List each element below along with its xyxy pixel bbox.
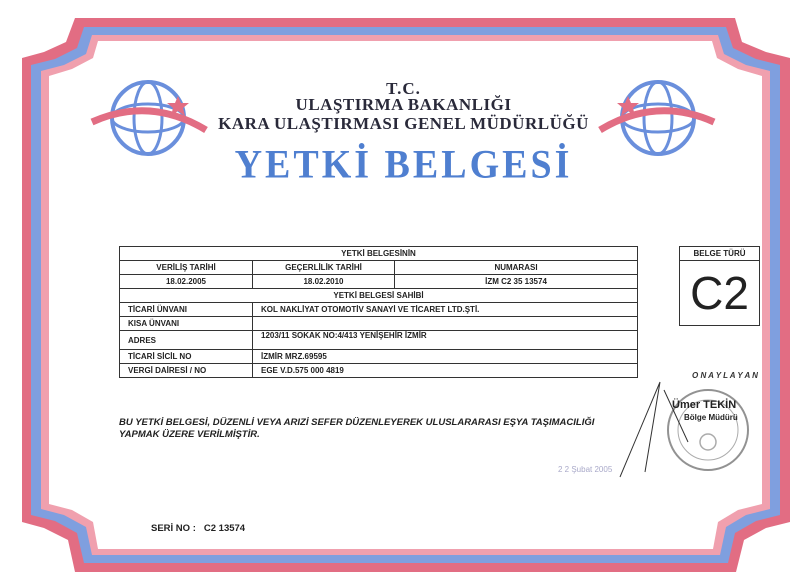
certificate-type-box [679, 246, 760, 326]
header-directorate: KARA ULAŞTIRMASI GENEL MÜDÜRLÜĞÜ [218, 114, 589, 133]
section-title-holder: YETKİ BELGESİ SAHİBİ [120, 289, 638, 303]
header-ministry: ULAŞTIRMA BAKANLIĞI [295, 95, 512, 114]
serial-value: C2 13574 [203, 523, 246, 534]
label-short-name: KISA ÜNVANI [120, 317, 253, 331]
header-tc: T.C. [386, 79, 421, 98]
table-row [120, 364, 638, 378]
table-row [120, 261, 638, 275]
table-row [120, 350, 638, 364]
value-short-name [253, 317, 638, 331]
approval-stamp [558, 362, 770, 482]
validity-date-value: 18.02.2010 [253, 275, 395, 289]
stamp-approval-text: O N A Y L A Y A N [692, 371, 758, 380]
certificate-type-value: C2 [690, 267, 749, 319]
stamp-date: 2 2 Şubat 2005 [558, 465, 613, 474]
col-header-issue-date: VERİLİŞ TARİHİ [120, 261, 253, 275]
stamp-signer-title: Bölge Müdürü [684, 413, 738, 422]
table-row [120, 303, 638, 317]
label-trade-registry: TİCARİ SİCİL NO [120, 350, 253, 364]
value-tax-office: EGE V.D.575 000 4819 [253, 364, 638, 378]
col-header-number: NUMARASI [395, 261, 638, 275]
table-row [120, 317, 638, 331]
table-row [120, 275, 638, 289]
table-row [120, 289, 638, 303]
label-trade-name: TİCARİ ÜNVANI [120, 303, 253, 317]
section-title-certificate: YETKİ BELGESİNİN [120, 247, 638, 261]
col-header-validity-date: GEÇERLİLİK TARİHİ [253, 261, 395, 275]
authorization-statement: BU YETKİ BELGESİ, DÜZENLİ VEYA ARIZİ SEFER DÜZENLEYEREK ULUSLARARASI EŞYA TAŞIMACILIĞI YAPMAK ÜZERE VERİLMİŞTİR. [119, 417, 595, 440]
table-row [120, 247, 638, 261]
label-address: ADRES [120, 331, 253, 350]
label-tax-office: VERGİ DAİRESİ / NO [120, 364, 253, 378]
value-trade-name: KOL NAKLİYAT OTOMOTİV SANAYİ VE TİCARET LTD.ŞTİ. [253, 303, 638, 317]
certificate-number-value: İZM C2 35 13574 [395, 275, 638, 289]
certificate-title: YETKİ BELGESİ [234, 142, 573, 188]
serial-number [151, 523, 253, 534]
table-row [120, 331, 638, 350]
certificate-details-table [119, 246, 638, 378]
value-trade-registry: İZMİR MRZ.69595 [253, 350, 638, 364]
stamp-signer-name: Ümer TEKİN [672, 399, 737, 411]
issue-date-value: 18.02.2005 [120, 275, 253, 289]
value-address: 1203/11 SOKAK NO:4/413 YENİŞEHİR İZMİR [253, 331, 638, 350]
serial-label: SERİ NO : [151, 523, 196, 534]
certificate-type-label: BELGE TÜRÜ [680, 247, 759, 261]
